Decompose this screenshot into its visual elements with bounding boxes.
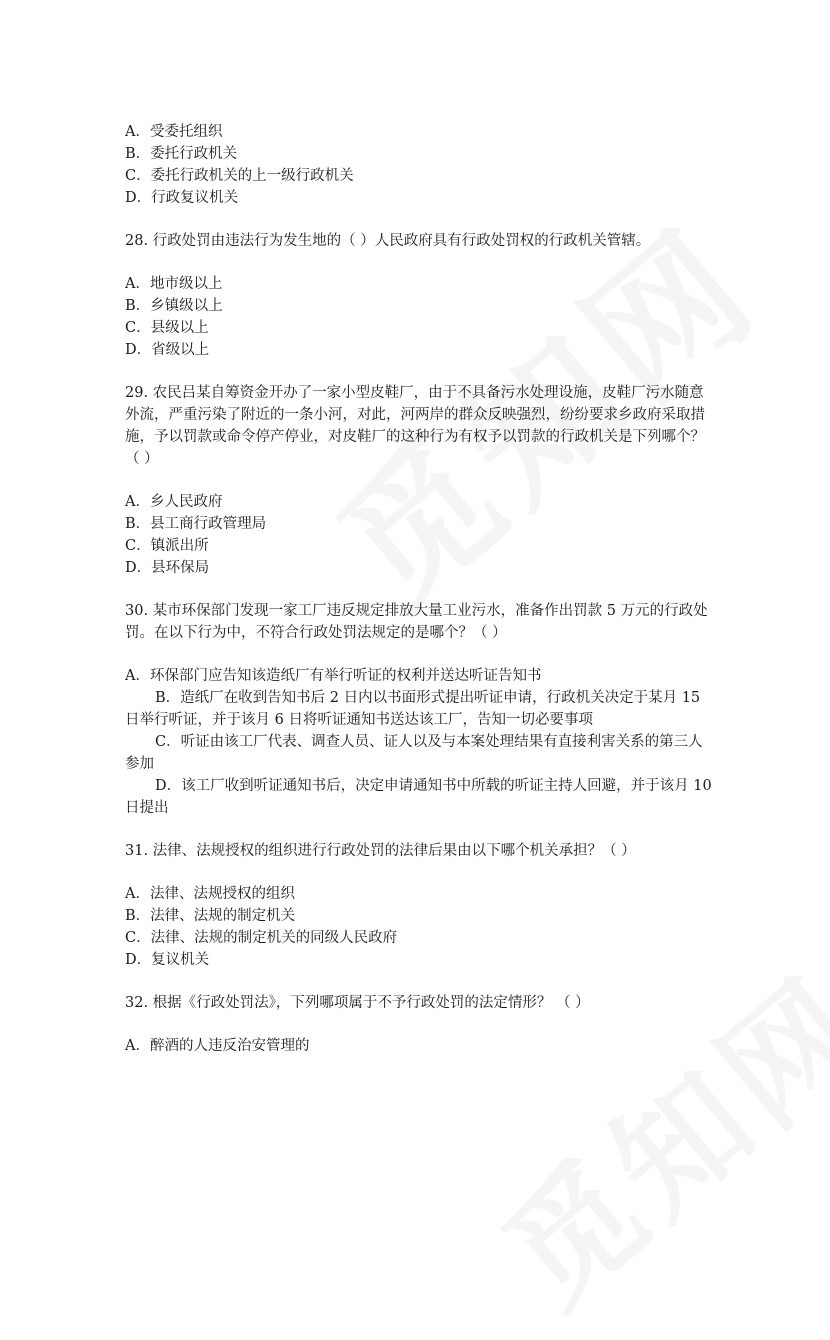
q29-option-c: C．镇派出所 [125,538,209,554]
q31-option-d: D．复议机关 [125,952,210,968]
q30-option-b-line-2: 日举行听证，并于该月 6 日将听证通知书送达该工厂，告知一切必要事项 [125,712,593,728]
q29-stem-line-2: 外流，严重污染了附近的一条小河，对此，河两岸的群众反映强烈，纷纷要求乡政府采取措 [125,407,705,423]
q28-option-b: B．乡镇级以上 [125,298,223,314]
q31-stem: 31. 法律、法规授权的组织进行行政处罚的法律后果由以下哪个机关承担？（ ） [125,843,636,859]
q32-stem: 32. 根据《行政处罚法》，下列哪项属于不予行政处罚的法定情形？ （ ） [125,995,590,1011]
q27-option-b: B．委托行政机关 [125,146,238,162]
q28-stem: 28. 行政处罚由违法行为发生地的（ ）人民政府具有行政处罚权的行政机关管辖。 [125,233,651,249]
q28-option-c: C．县级以上 [125,320,209,336]
q29-option-b: B．县工商行政管理局 [125,516,267,532]
q30-option-a: A．环保部门应告知该造纸厂有举行听证的权利并送达听证告知书 [125,668,542,684]
q30-option-c-line-1: C．听证由该工厂代表、调查人员、证人以及与本案处理结果有直接利害关系的第三人 [155,734,703,750]
q32-option-a: A．醉酒的人违反治安管理的 [125,1038,310,1054]
q27-option-d: D．行政复议机关 [125,190,239,206]
q31-option-a: A．法律、法规授权的组织 [125,886,295,902]
q30-option-d-line-2: 日提出 [125,800,169,816]
q31-option-b: B．法律、法规的制定机关 [125,908,296,924]
q29-stem-line-1: 29. 农民吕某自筹资金开办了一家小型皮鞋厂，由于不具备污水处理设施，皮鞋厂污水随意 [125,385,704,401]
q29-option-d: D．县环保局 [125,560,210,576]
q31-option-c: C．法律、法规的制定机关的同级人民政府 [125,930,398,946]
q27-option-c: C．委托行政机关的上一级行政机关 [125,168,354,184]
q30-stem-line-1: 30. 某市环保部门发现一家工厂违反规定排放大量工业污水，准备作出罚款 5 万元的行政处 [125,603,708,619]
q27-option-a: A．受委托组织 [125,124,223,140]
watermark-logo-bottom [459,927,830,1340]
q28-option-a: A．地市级以上 [125,276,223,292]
q29-stem-line-4: （ ） [125,451,159,467]
q30-stem-line-2: 罚。在以下行为中，不符合行政处罚法规定的是哪个？（ ） [125,625,507,641]
q30-option-c-line-2: 参加 [125,756,154,772]
q28-option-d: D．省级以上 [125,342,210,358]
q29-stem-line-3: 施，予以罚款或命令停产停业，对皮鞋厂的这种行为有权予以罚款的行政机关是下列哪个？ [125,429,705,445]
q30-option-d-line-1: D．该工厂收到听证通知书后，决定申请通知书中所载的听证主持人回避，并于该月 10 [155,778,712,794]
q30-option-b-line-1: B．造纸厂在收到告知书后 2 日内以书面形式提出听证申请，行政机关决定于某月 15 [155,690,701,706]
q29-option-a: A．乡人民政府 [125,494,223,510]
